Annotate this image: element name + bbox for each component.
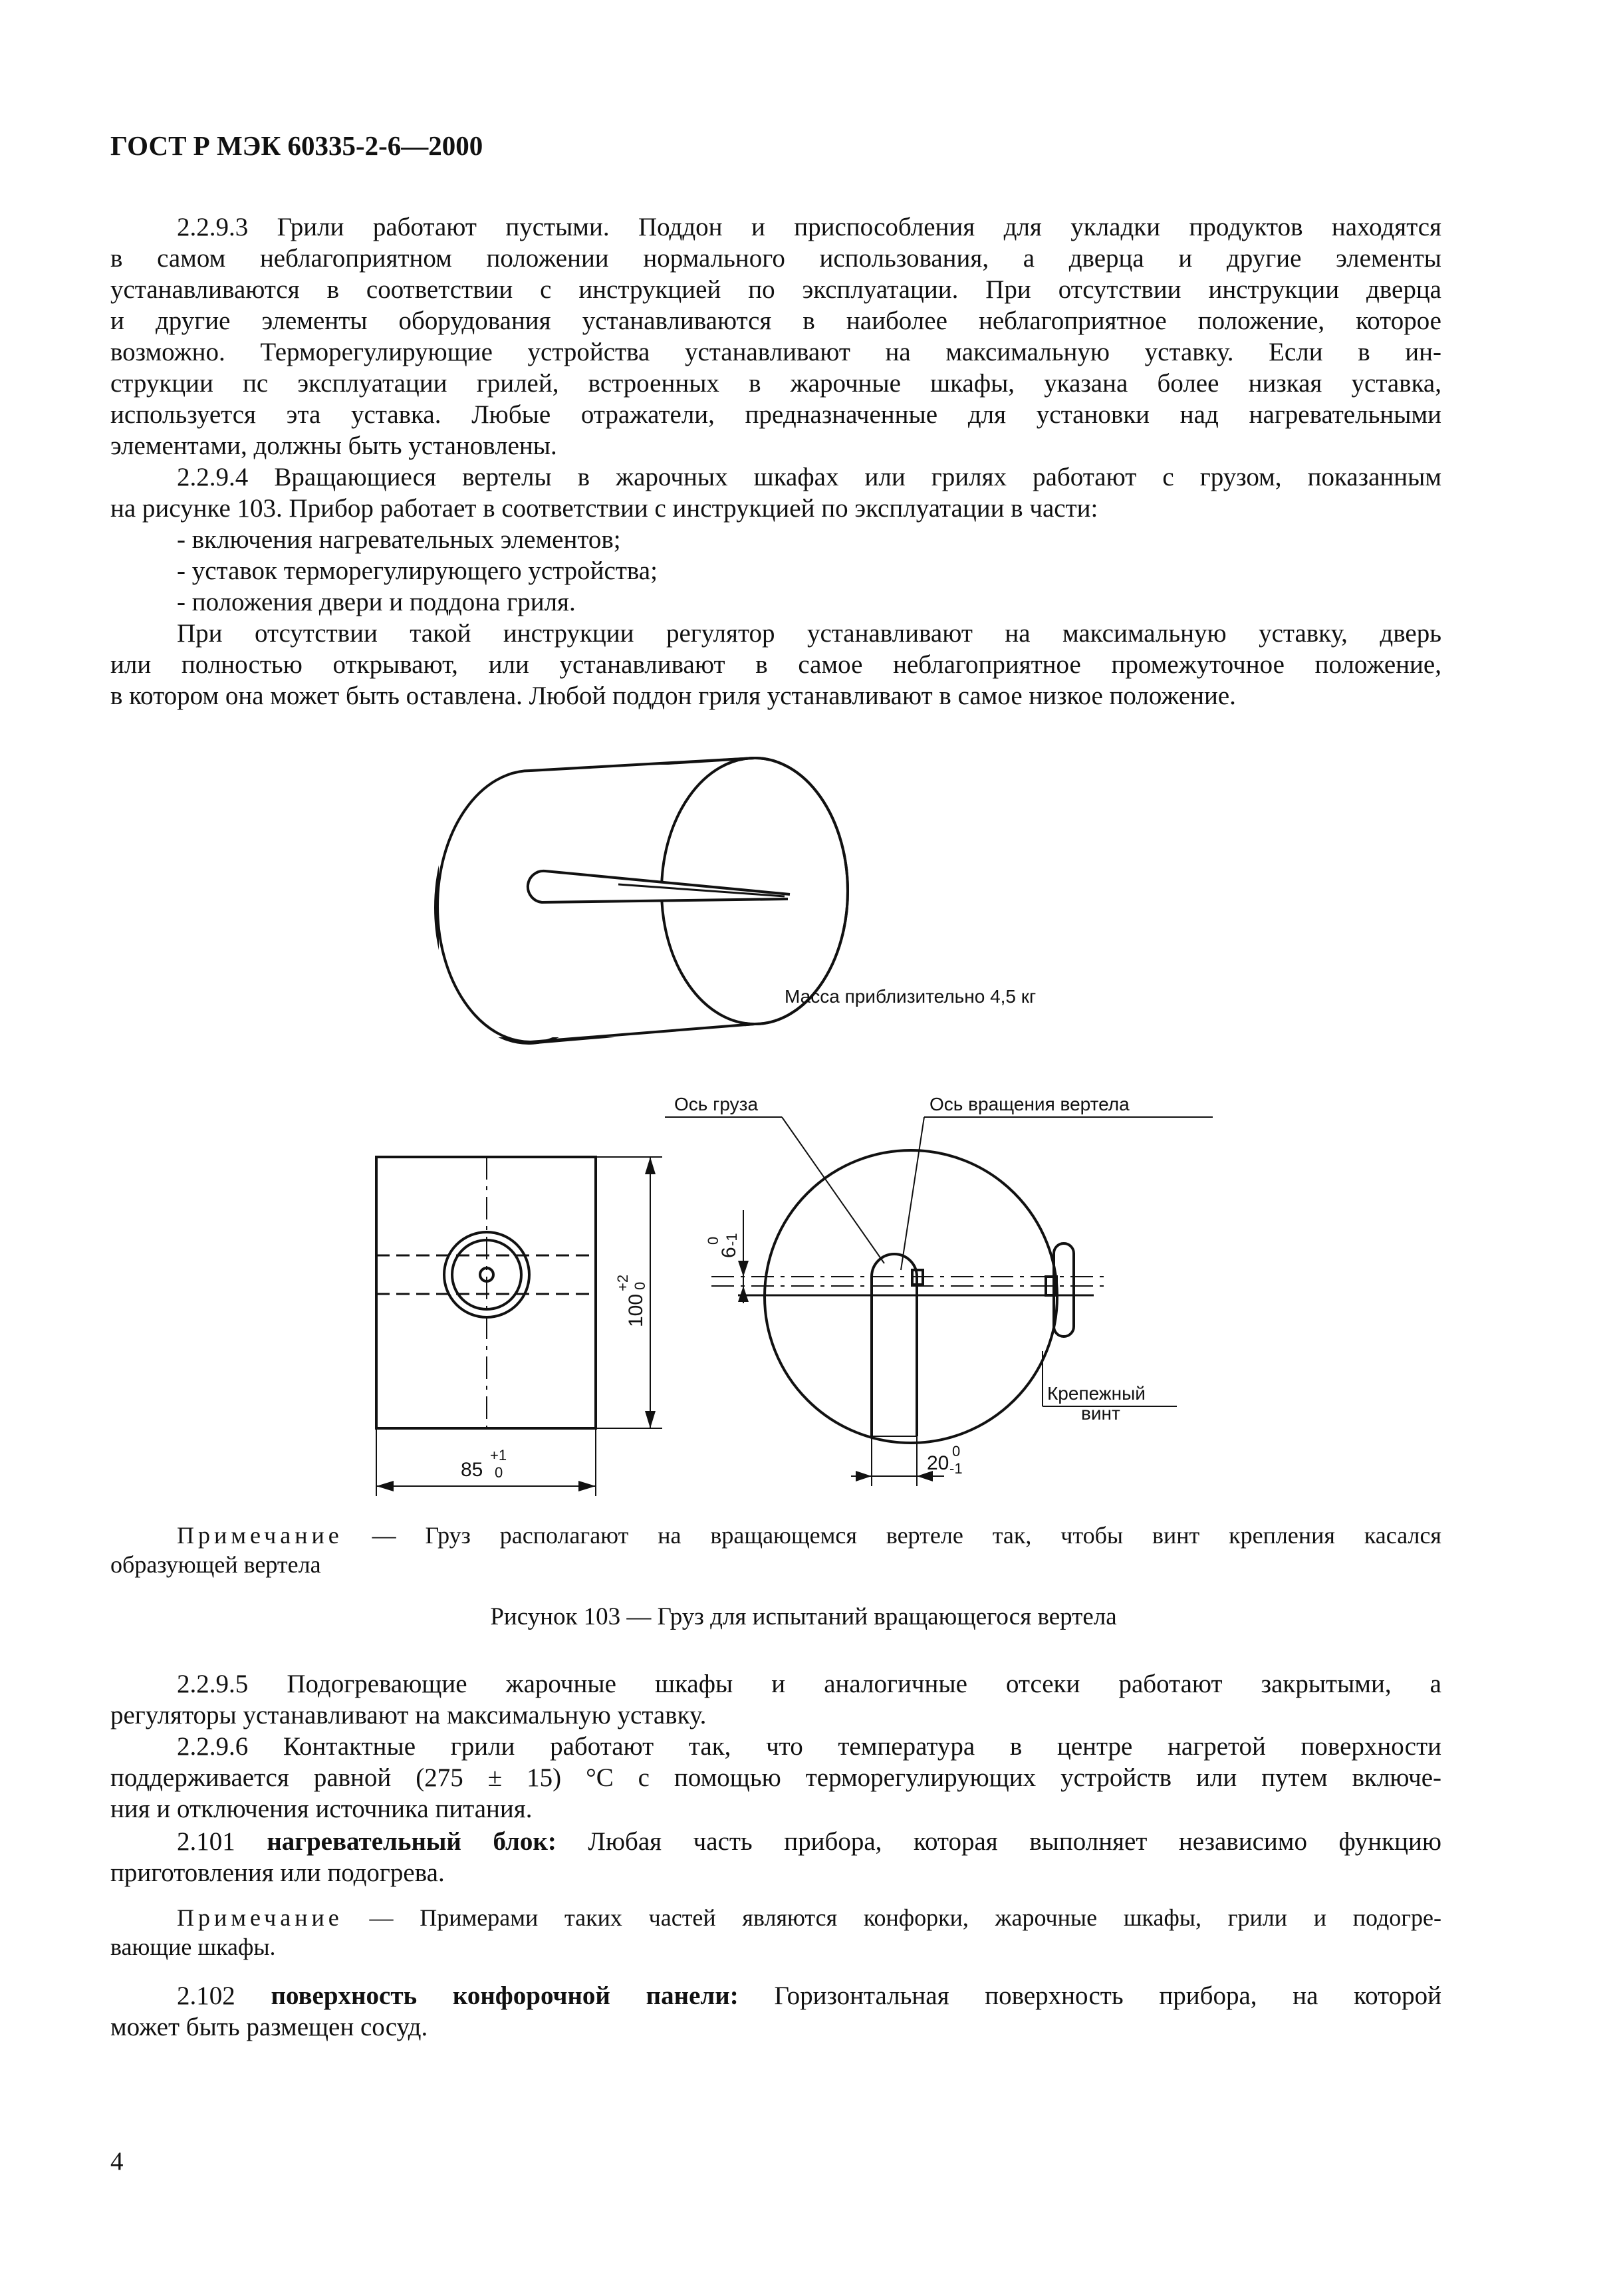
- weight-side-view: [665, 1117, 1213, 1486]
- dim-width-lower: 0: [495, 1464, 503, 1481]
- text-line: [110, 1521, 1441, 1550]
- list-item: - уставок терморегулирующего устройства;: [177, 557, 658, 585]
- dim-height-value: 100: [625, 1293, 647, 1327]
- document-header: ГОСТ Р МЭК 60335-2-6—2000: [110, 130, 483, 161]
- clause-number: 2.101: [177, 1827, 267, 1856]
- text-line: поддерживается равной (275 ± 15) °С с помощью терморегулирующих устройств или путем включе-: [110, 1763, 1441, 1792]
- text-line: в самом неблагоприятном положении нормального использования, а дверца и другие элементы: [110, 244, 1441, 273]
- text-line: 2.2.9.3 Грили работают пустыми. Поддон и приспособления для укладки продуктов находятся: [177, 213, 1441, 241]
- text-line: [110, 1980, 1441, 2011]
- clause-number: 2.102: [177, 1981, 271, 2010]
- note-text: — Груз располагают на вращающемся вертеле так, чтобы винт крепления касался: [342, 1522, 1441, 1549]
- defined-term: поверхность конфорочной панели:: [271, 1981, 739, 2010]
- text-line: в котором она может быть оставлена. Любой поддон гриля устанавливают в самое низкое положение.: [110, 682, 1236, 710]
- page-number: 4: [110, 2147, 124, 2176]
- dim-height-lower: 0: [632, 1281, 648, 1290]
- text-line: струкции пс эксплуатации грилей, встроенных в жарочные шкафы, указана более низкая уставка,: [110, 369, 1441, 398]
- text-line: регуляторы устанавливают на максимальную уставку.: [110, 1701, 707, 1729]
- text-line: [110, 1903, 1441, 1932]
- dim-height-upper: +2: [614, 1274, 631, 1291]
- dim-slot-lower: -1: [949, 1460, 963, 1477]
- dim-offset-value: 6: [718, 1247, 740, 1258]
- text-line: вающие шкафы.: [110, 1934, 276, 1960]
- text-line: устанавливаются в соответствии с инструкцией по эксплуатации. При отсутствии инструкции дверца: [110, 275, 1441, 304]
- text-line: 2.2.9.6 Контактные грили работают так, что температура в центре нагретой поверхности: [177, 1732, 1441, 1761]
- text-line: на рисунке 103. Прибор работает в соответствии с инструкцией по эксплуатации в части:: [110, 494, 1098, 523]
- screw-label-line2: винт: [1081, 1403, 1120, 1424]
- note-text: — Примерами таких частей являются конфорки, жарочные шкафы, грили и подогре-: [342, 1904, 1441, 1931]
- note-label: Примечание: [177, 1904, 343, 1931]
- text-line: 2.2.9.4 Вращающиеся вертелы в жарочных шкафах или грилях работают с грузом, показанным: [177, 463, 1441, 491]
- figure-caption: Рисунок 103 — Груз для испытаний вращающегося вертела: [490, 1603, 1117, 1630]
- paragraph-2-2-9-5: [110, 1668, 1441, 1731]
- definition-note: [110, 1903, 1441, 1962]
- dim-slot-upper: 0: [952, 1443, 961, 1460]
- screw-label-line1: Крепежный: [1047, 1383, 1146, 1404]
- note-label: Примечание: [177, 1522, 343, 1549]
- spit-axis-label: Ось вращения вертела: [929, 1094, 1130, 1114]
- definition-text: Любая часть прибора, которая выполняет независимо функцию: [556, 1827, 1442, 1856]
- dim-width-upper: +1: [490, 1447, 507, 1464]
- text-line: возможно. Терморегулирующие устройства устанавливают на максимальную уставку. Если в ин-: [110, 338, 1441, 366]
- definition-2-101: [110, 1826, 1441, 1888]
- defined-term: нагревательный блок:: [267, 1827, 556, 1856]
- definition-text: Горизонтальная поверхность прибора, на которой: [738, 1981, 1442, 2010]
- text-line: или полностью открывают, или устанавливают в самое неблагоприятное промежуточное положение,: [110, 650, 1441, 679]
- mass-label: Масса приблизительно 4,5 кг: [785, 986, 1037, 1007]
- text-line: 2.2.9.5 Подогревающие жарочные шкафы и аналогичные отсеки работают закрытыми, а: [177, 1670, 1441, 1698]
- dim-offset-upper: 0: [705, 1236, 721, 1245]
- text-line: может быть размещен сосуд.: [110, 2013, 428, 2041]
- list-item: - положения двери и поддона гриля.: [177, 588, 576, 616]
- weight-front-view: [376, 1157, 662, 1496]
- text-line: элементами, должны быть установлены.: [110, 432, 557, 460]
- text-line: При отсутствии такой инструкции регулятор устанавливают на максимальную уставку, дверь: [177, 619, 1441, 648]
- weight-axis-label: Ось груза: [674, 1094, 759, 1114]
- paragraph-2-2-9-6: [110, 1731, 1441, 1825]
- dim-width-value: 85: [461, 1459, 483, 1481]
- text-line: приготовления или подогрева.: [110, 1858, 445, 1887]
- text-line: ния и отключения источника питания.: [110, 1795, 533, 1823]
- text-line: образующей вертела: [110, 1551, 321, 1578]
- definition-2-102: [110, 1980, 1441, 2043]
- text-line: используется эта уставка. Любые отражатели, предназначенные для установки над нагревательными: [110, 400, 1441, 429]
- text-line: и другие элементы оборудования устанавливаются в наиболее неблагоприятное положение, которое: [110, 307, 1441, 335]
- weight-axis-leader: [782, 1117, 884, 1263]
- dim-slot-value: 20: [927, 1452, 949, 1474]
- list-item: - включения нагревательных элементов;: [177, 525, 621, 554]
- text-line: [110, 1826, 1441, 1857]
- figure-note: [110, 1521, 1441, 1579]
- spit-axis-leader: [901, 1117, 924, 1270]
- dim-offset-lower: -1: [723, 1233, 740, 1246]
